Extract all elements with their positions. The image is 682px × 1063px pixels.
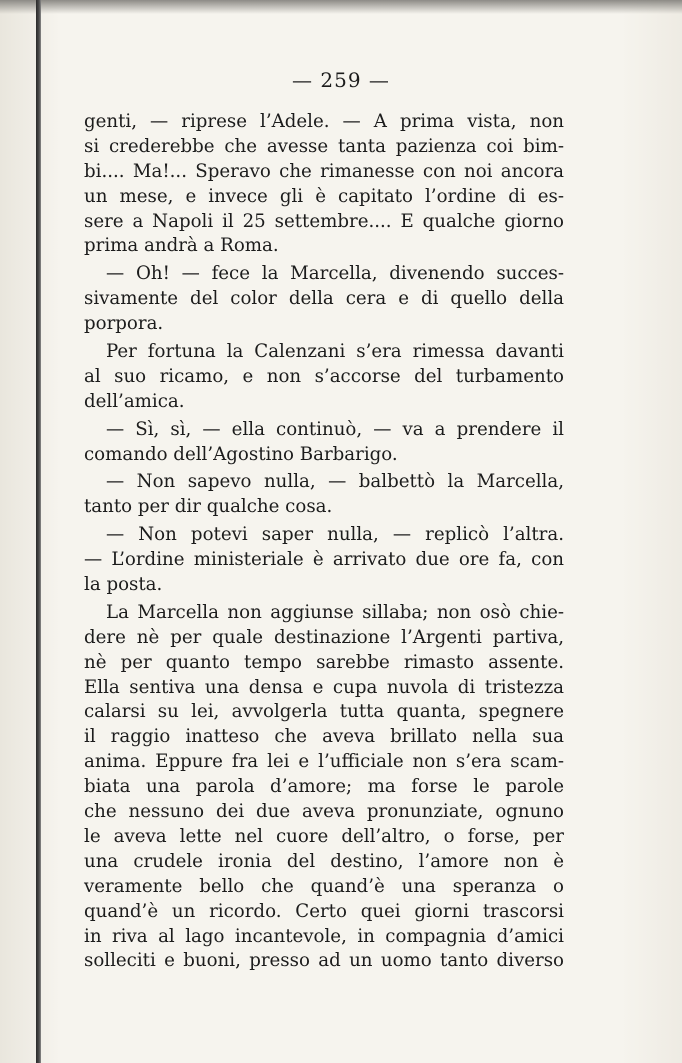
text-line: le aveva lette nel cuore dell’altro, o forse, per (84, 825, 564, 847)
text-line: Ella sentiva una densa e cupa nuvola di tristezza (84, 676, 564, 698)
text-line: dell’amica. (84, 390, 185, 412)
text-line: porpora. (84, 313, 164, 335)
text-line: — L’ordine ministeriale è arrivato due ore fa, con (84, 549, 564, 571)
page-body-text (84, 110, 564, 974)
text-line: biata una parola d’amore; ma forse le parole (84, 776, 564, 798)
book-binding-edge (36, 0, 41, 1063)
text-line: bi.... Ma!... Speravo che rimanesse con noi ancora (84, 160, 564, 182)
text-line: dere nè per quale destinazione l’Argenti partiva, (84, 626, 564, 648)
text-line: la posta. (84, 574, 163, 596)
text-line: nè per quanto tempo sarebbe rimasto assente. (84, 651, 564, 673)
text-line: al suo ricamo, e non s’accorse del turbamento (84, 365, 564, 387)
text-line: sivamente del color della cera e di quello della (84, 288, 564, 310)
scan-top-shadow (0, 0, 682, 14)
text-line: calarsi su lei, avvolgerla tutta quanta, spegnere (84, 701, 564, 723)
text-line: in riva al lago incantevole, in compagnia d’amici (84, 925, 564, 947)
text-line: veramente bello che quand’è una speranza o (84, 875, 564, 897)
page-number: — 259 — (292, 68, 390, 92)
text-line: — Oh! — fece la Marcella, divenendo succes- (106, 263, 564, 285)
text-line: genti, — riprese l’Adele. — A prima vista, non (84, 111, 564, 132)
text-line: che nessuno dei due aveva pronunziate, ognuno (84, 801, 564, 823)
text-line: — Non sapevo nulla, — balbettò la Marcella, (106, 471, 564, 493)
text-line: sere a Napoli il 25 settembre.... E qualche giorno (84, 210, 564, 232)
text-line: La Marcella non aggiunse sillaba; non osò chie- (106, 601, 564, 623)
text-line: comando dell’Agostino Barbarigo. (84, 443, 398, 465)
text-line: il raggio inatteso che aveva brillato nella sua (84, 726, 564, 748)
text-line: — Non potevi saper nulla, — replicò l’altra. (106, 524, 564, 546)
text-line: — Sì, sì, — ella continuò, — va a prendere il (106, 418, 564, 440)
text-line: si crederebbe che avesse tanta pazienza coi bim- (84, 135, 564, 157)
text-line: solleciti e buoni, presso ad un uomo tanto diverso (84, 950, 564, 972)
text-line: tanto per dir qualche cosa. (84, 496, 333, 518)
text-line: prima andrà a Roma. (84, 235, 279, 257)
text-line: Per fortuna la Calenzani s’era rimessa davanti (106, 341, 564, 363)
text-line: una crudele ironia del destino, l’amore non è (84, 850, 564, 872)
text-line: un mese, e invece gli è capitato l’ordine di es- (84, 185, 564, 207)
text-line: quand’è un ricordo. Certo quei giorni trascorsi (84, 900, 564, 922)
text-line: anima. Eppure fra lei e l’ufficiale non s’era scam- (84, 751, 564, 773)
